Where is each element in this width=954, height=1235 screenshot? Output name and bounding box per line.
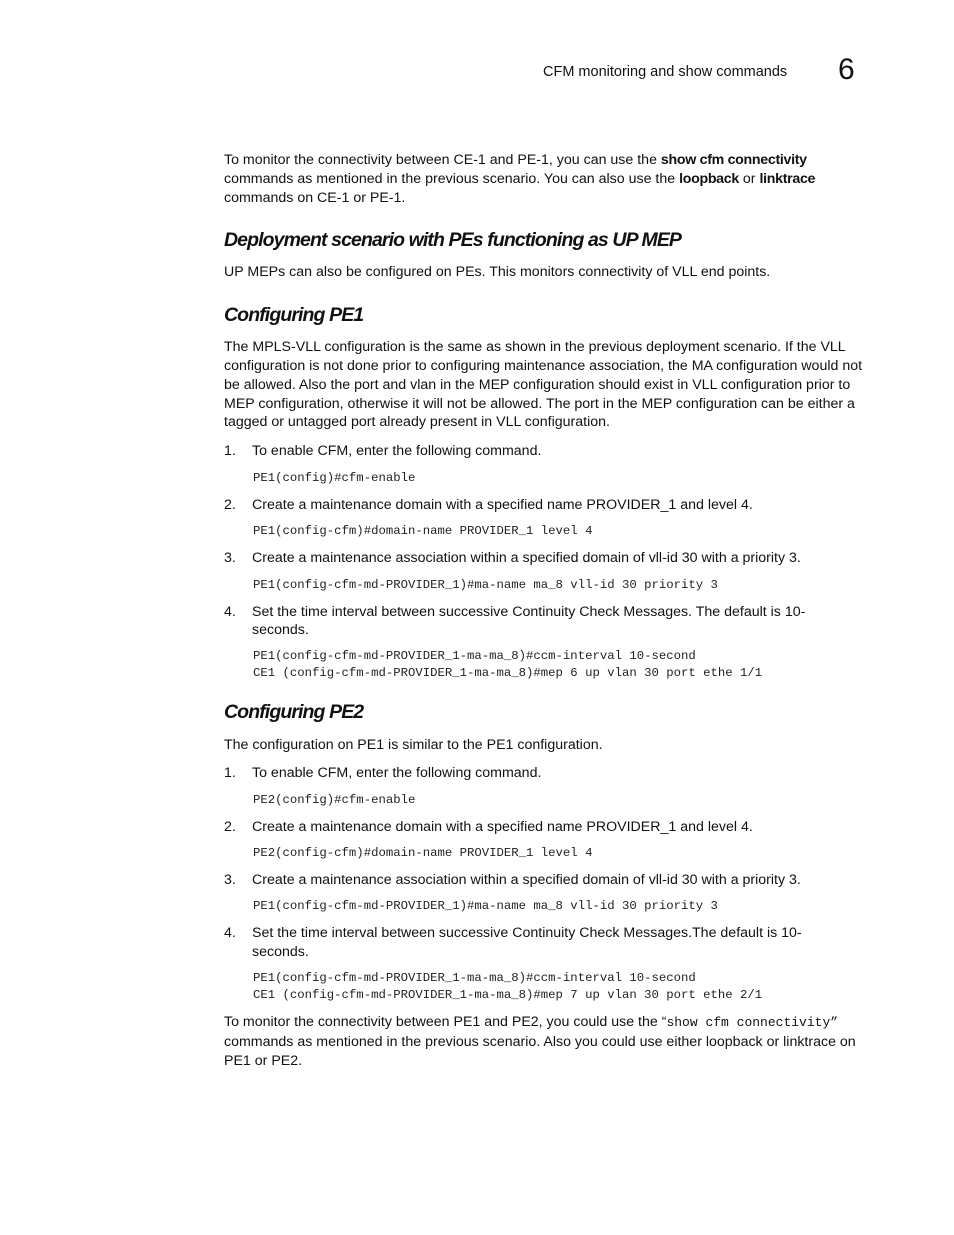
pe1-paragraph: The MPLS-VLL configuration is the same as shown in the previous deployment scenario. If the VLL configuration is not done prior to configuring maintenance association, the MA configuration would not be allowed. Also the port and vlan in the MEP configuration should exist in VLL configuration prior to MEP configuration, otherwise it will not be allowed. The port in the MEP configuration can be either a tagged or untagged port already present in VLL configuration. <box>224 339 863 431</box>
pe2-heading: Configuring PE2 <box>224 701 364 724</box>
loopback-cmd: loopback <box>679 170 739 187</box>
pe2-step <box>224 924 872 962</box>
pe2-step <box>224 818 872 837</box>
step-number: 1. <box>224 443 236 460</box>
linktrace-cmd: linktrace <box>759 170 816 187</box>
pe1-step <box>224 442 872 461</box>
pe2-paragraph: The configuration on PE1 is similar to the PE1 configuration. <box>224 737 603 754</box>
pe2-step <box>224 764 872 783</box>
pe1-heading: Configuring PE1 <box>224 304 364 327</box>
intro-text-4: commands on CE-1 or PE-1. <box>224 189 406 206</box>
closing-text-1: To monitor the connectivity between PE1 and PE2, you could use the “ <box>224 1013 667 1030</box>
show-cfm-connectivity-cmd: show cfm connectivity <box>660 152 807 168</box>
intro-paragraph <box>224 151 872 207</box>
step-text: Create a maintenance association within a specified domain of vll-id 30 with a priority 3. <box>252 549 801 566</box>
step-number: 4. <box>224 603 236 620</box>
pe2-step <box>224 871 872 890</box>
step-text: Create a maintenance domain with a specified name PROVIDER_1 and level 4. <box>252 818 753 835</box>
code-block: PE1(config-cfm-md-PROVIDER_1-ma-ma_8)#ccm-interval 10-second CE1 (config-cfm-md-PROVIDER_1-ma-ma_8)#mep 7 up vlan 30 port ethe 2/1 <box>253 970 763 1002</box>
step-number: 1. <box>224 764 236 781</box>
code-block: PE1(config-cfm-md-PROVIDER_1-ma-ma_8)#ccm-interval 10-second CE1 (config-cfm-md-PROVIDER_1-ma-ma_8)#mep 6 up vlan 30 port ethe 1/1 <box>253 649 763 681</box>
closing-paragraph <box>224 1013 872 1070</box>
deployment-heading: Deployment scenario with PEs functioning as UP MEP <box>224 229 682 252</box>
code-block: PE1(config-cfm-md-PROVIDER_1)#ma-name ma_8 vll-id 30 priority 3 <box>253 577 718 592</box>
running-header-title: CFM monitoring and show commands <box>543 64 788 80</box>
step-text: To enable CFM, enter the following command. <box>252 764 542 781</box>
intro-text-2: commands as mentioned in the previous scenario. You can also use the <box>224 170 680 187</box>
intro-text-3: or <box>738 170 760 187</box>
show-cfm-connectivity-mono: show cfm connectivity” <box>666 1014 839 1030</box>
step-number: 4. <box>224 925 236 942</box>
pe1-step <box>224 603 872 641</box>
closing-text-2: commands as mentioned in the previous scenario. Also you could use either loopback or linktrace on PE1 or PE2. <box>224 1033 856 1069</box>
step-text: Create a maintenance domain with a specified name PROVIDER_1 and level 4. <box>252 496 753 513</box>
code-block: PE2(config-cfm)#domain-name PROVIDER_1 level 4 <box>253 845 593 860</box>
step-text: Create a maintenance association within a specified domain of vll-id 30 with a priority 3. <box>252 871 801 888</box>
deployment-paragraph: UP MEPs can also be configured on PEs. This monitors connectivity of VLL end points. <box>224 264 771 281</box>
step-number: 2. <box>224 496 236 513</box>
intro-text-1: To monitor the connectivity between CE-1 and PE-1, you can use the <box>224 152 661 168</box>
page-content <box>224 151 872 1070</box>
step-number: 2. <box>224 818 236 835</box>
step-text: To enable CFM, enter the following command. <box>252 443 542 460</box>
code-block: PE2(config)#cfm-enable <box>253 792 416 807</box>
pe2-steps <box>224 764 872 1004</box>
code-block: PE1(config-cfm-md-PROVIDER_1)#ma-name ma_8 vll-id 30 priority 3 <box>253 899 718 914</box>
step-number: 3. <box>224 871 236 888</box>
pe1-steps <box>224 442 872 682</box>
pe1-step <box>224 549 872 568</box>
step-number: 3. <box>224 549 236 566</box>
code-block: PE1(config-cfm)#domain-name PROVIDER_1 level 4 <box>253 523 593 538</box>
step-text: Set the time interval between successive Continuity Check Messages.The default is 10-seconds. <box>252 925 802 961</box>
pe1-step <box>224 496 872 515</box>
code-block: PE1(config)#cfm-enable <box>253 470 416 485</box>
chapter-number: 6 <box>838 53 855 86</box>
step-text: Set the time interval between successive Continuity Check Messages. The default is 10-seconds. <box>252 603 806 639</box>
